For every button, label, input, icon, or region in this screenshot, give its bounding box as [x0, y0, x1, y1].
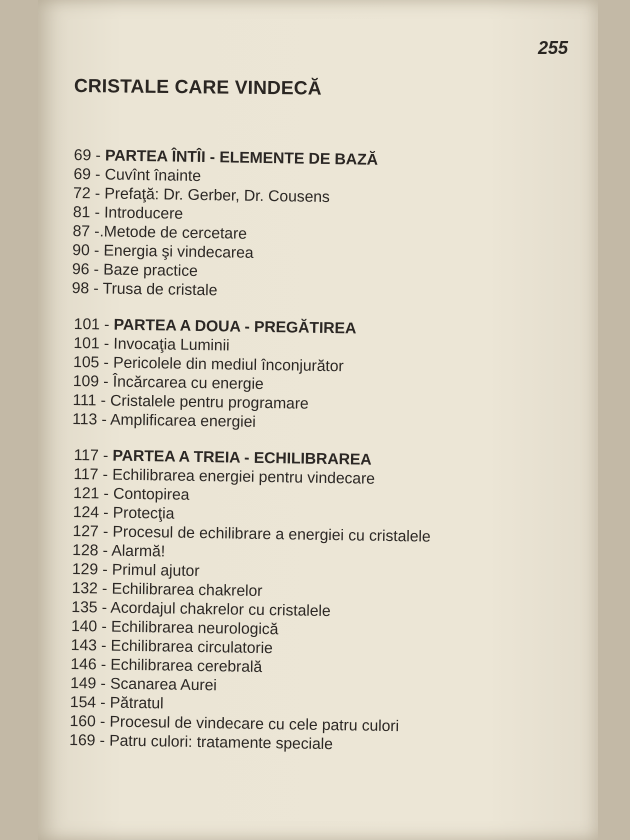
- entry-page-number: 169: [69, 731, 96, 750]
- separator: -: [98, 466, 113, 484]
- entry-page-number: 121: [73, 484, 100, 503]
- entry-title: Echilibrarea cerebrală: [110, 656, 263, 676]
- entry-title: Cristalele pentru programare: [110, 392, 309, 413]
- entry-title: Alarmă!: [111, 542, 166, 561]
- entry-title: Metode de cercetare: [103, 223, 248, 243]
- entry-page-number: 109: [72, 372, 100, 391]
- separator: -: [88, 280, 103, 298]
- toc-section: [69, 446, 584, 758]
- separator: -: [97, 599, 111, 617]
- entry-title: Invocaţia Luminii: [113, 335, 230, 355]
- entry-page-number: 81: [72, 203, 91, 222]
- entry-page-number: 117: [73, 465, 99, 484]
- section-title: PARTEA A TREIA - ECHILIBRAREA: [112, 447, 372, 469]
- entry-title: Prefaţă: Dr. Gerber, Dr. Cousens: [104, 185, 330, 207]
- separator: -: [99, 316, 114, 334]
- separator: -: [97, 411, 111, 429]
- separator: -: [98, 504, 113, 522]
- entry-page-number: 124: [72, 503, 100, 522]
- toc-section: [72, 315, 584, 437]
- entry-page-number: 132: [71, 579, 98, 598]
- entry-page-number: 111: [72, 391, 97, 410]
- entry-title: Procesul de vindecare cu cele patru culori: [109, 713, 400, 736]
- separator: -.: [89, 223, 105, 241]
- section-page-number: 101: [73, 315, 101, 334]
- separator: -: [95, 732, 110, 750]
- separator: -: [90, 185, 105, 203]
- section-page-number: 117: [73, 446, 99, 465]
- entry-page-number: 140: [71, 617, 98, 636]
- book-title: CRISTALE CARE VINDECĂ: [73, 76, 322, 100]
- separator: -: [99, 354, 114, 372]
- entry-page-number: 101: [73, 334, 100, 353]
- entry-page-number: 87: [72, 222, 91, 241]
- separator: -: [90, 166, 105, 184]
- entry-page-number: 128: [72, 541, 99, 560]
- entry-title: Pătratul: [109, 694, 164, 713]
- separator: -: [98, 447, 113, 465]
- entry-title: Contopirea: [113, 485, 190, 504]
- entry-page-number: 96: [71, 260, 90, 279]
- toc-section: [72, 146, 584, 306]
- entry-title: Echilibrarea chakrelor: [111, 580, 263, 600]
- entry-title: Echilibrarea neurologică: [110, 618, 279, 639]
- entry-title: Pericolele din mediul înconjurător: [113, 354, 344, 376]
- entry-title: Cuvînt înainte: [104, 166, 202, 185]
- book-page: [38, 0, 598, 840]
- entry-page-number: 146: [70, 655, 97, 674]
- entry-page-number: 135: [71, 598, 98, 617]
- page-number: 255: [537, 38, 568, 58]
- entry-title: Acordajul chakrelor cu cristalele: [110, 599, 331, 621]
- entry-title: Introducere: [104, 204, 184, 223]
- entry-page-number: 154: [69, 693, 97, 712]
- entry-page-number: 129: [71, 560, 99, 579]
- entry-title: Protecţia: [112, 504, 175, 523]
- entry-title: Încărcarea cu energie: [112, 373, 264, 393]
- entry-page-number: 113: [72, 410, 98, 429]
- entry-page-number: 160: [69, 712, 96, 731]
- entry-title: Energia şi vindecarea: [103, 242, 254, 262]
- separator: -: [91, 147, 106, 165]
- separator: -: [97, 580, 112, 598]
- separator: -: [98, 523, 113, 541]
- entry-title: Procesul de echilibrare a energiei cu cristalele: [112, 523, 431, 546]
- entry-title: Echilibrarea energiei pentru vindecare: [112, 466, 376, 488]
- entry-page-number: 98: [71, 279, 90, 298]
- separator: -: [89, 261, 104, 279]
- entry-title: Amplificarea energiei: [110, 411, 256, 431]
- entry-page-number: 127: [72, 522, 99, 541]
- separator: -: [89, 242, 104, 260]
- table-of-contents: [69, 146, 584, 754]
- entry-page-number: 69: [73, 165, 92, 184]
- separator: -: [98, 373, 113, 391]
- entry-title: Patru culori: tratamente speciale: [109, 732, 333, 754]
- entry-title: Trusa de cristale: [102, 280, 218, 300]
- section-title: PARTEA A DOUA - PREGĂTIREA: [113, 316, 357, 338]
- separator: -: [96, 675, 111, 693]
- separator: -: [97, 561, 113, 579]
- entry-title: Baze practice: [103, 261, 198, 280]
- section-title: PARTEA ÎNTÎI - ELEMENTE DE BAZĂ: [104, 147, 379, 169]
- separator: -: [98, 542, 112, 560]
- separator: -: [97, 618, 112, 636]
- separator: -: [96, 637, 111, 655]
- entry-page-number: 149: [70, 674, 97, 693]
- entry-page-number: 90: [72, 241, 90, 260]
- entry-page-number: 105: [73, 353, 100, 372]
- entry-title: Scanarea Aurei: [110, 675, 217, 695]
- separator: -: [96, 656, 111, 674]
- section-page-number: 69: [73, 146, 92, 165]
- entry-page-number: 72: [73, 184, 91, 203]
- entry-page-number: 143: [70, 636, 98, 655]
- separator: -: [95, 713, 110, 731]
- separator: -: [95, 694, 110, 712]
- separator: -: [96, 392, 111, 410]
- separator: -: [99, 485, 114, 503]
- entry-title: Primul ajutor: [111, 561, 200, 580]
- separator: -: [90, 204, 105, 222]
- separator: -: [99, 335, 114, 353]
- entry-title: Echilibrarea circulatorie: [110, 637, 273, 658]
